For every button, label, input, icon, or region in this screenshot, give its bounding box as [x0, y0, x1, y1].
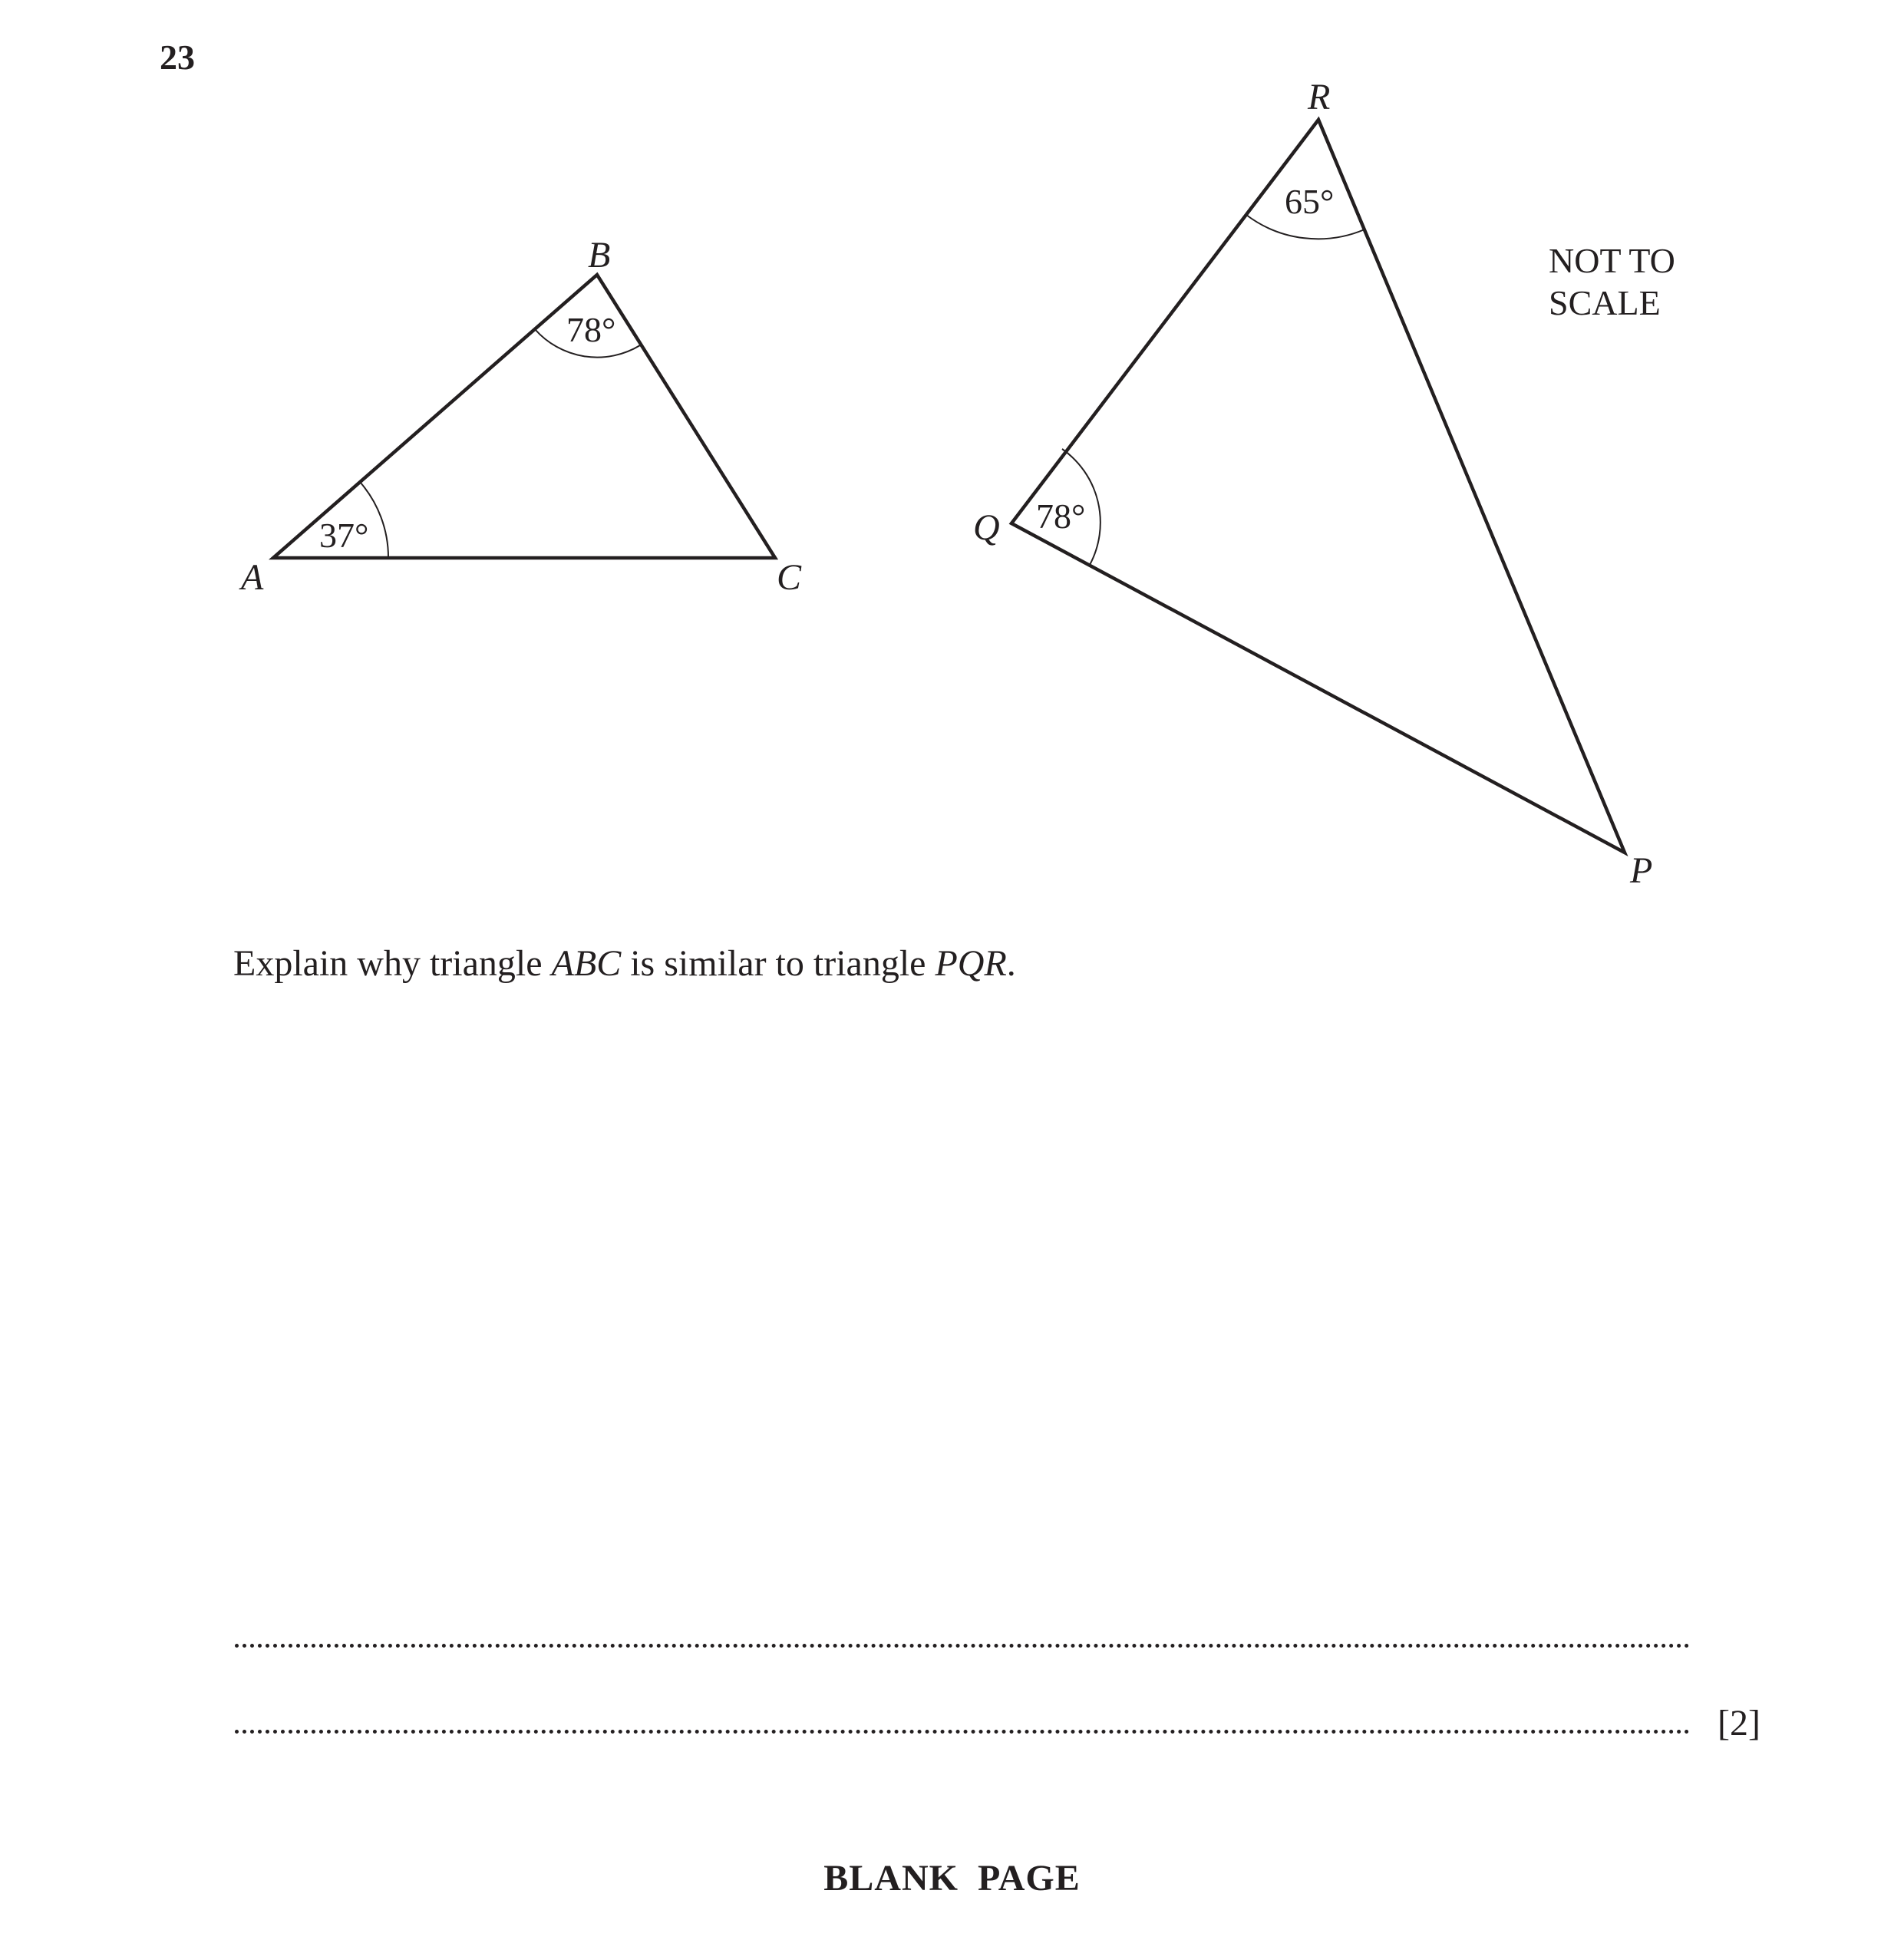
answer-line-1[interactable] [235, 1644, 1690, 1648]
answer-line-2[interactable] [235, 1730, 1690, 1734]
angle-label-q: 78° [1036, 497, 1086, 536]
angle-label-b: 78° [566, 310, 616, 349]
vertex-label-a: A [241, 557, 264, 598]
question-part-3: . [1006, 943, 1016, 984]
vertex-label-c: C [777, 557, 802, 598]
marks-label: [2] [1718, 1703, 1760, 1744]
question-text [233, 942, 1016, 985]
triangle-pqr-name: PQR [935, 943, 1007, 984]
question-part-2: is similar to triangle [621, 943, 936, 984]
vertex-label-r: R [1308, 77, 1331, 117]
similar-triangles-figure [0, 0, 1904, 921]
vertex-label-q: Q [973, 507, 1000, 548]
triangle-pqr [1011, 120, 1625, 853]
question-number: 23 [160, 38, 195, 77]
angle-label-r: 65° [1285, 182, 1335, 221]
scale-note-line-1: NOT TO [1549, 241, 1675, 280]
blank-page-footer: BLANK PAGE [823, 1858, 1081, 1899]
question-part-1: Explain why triangle [233, 943, 552, 984]
scale-note-line-2: SCALE [1549, 283, 1661, 322]
triangle-abc-name: ABC [551, 943, 622, 984]
vertex-label-b: B [588, 235, 611, 275]
angle-label-a: 37° [319, 516, 369, 555]
vertex-label-p: P [1630, 850, 1653, 891]
